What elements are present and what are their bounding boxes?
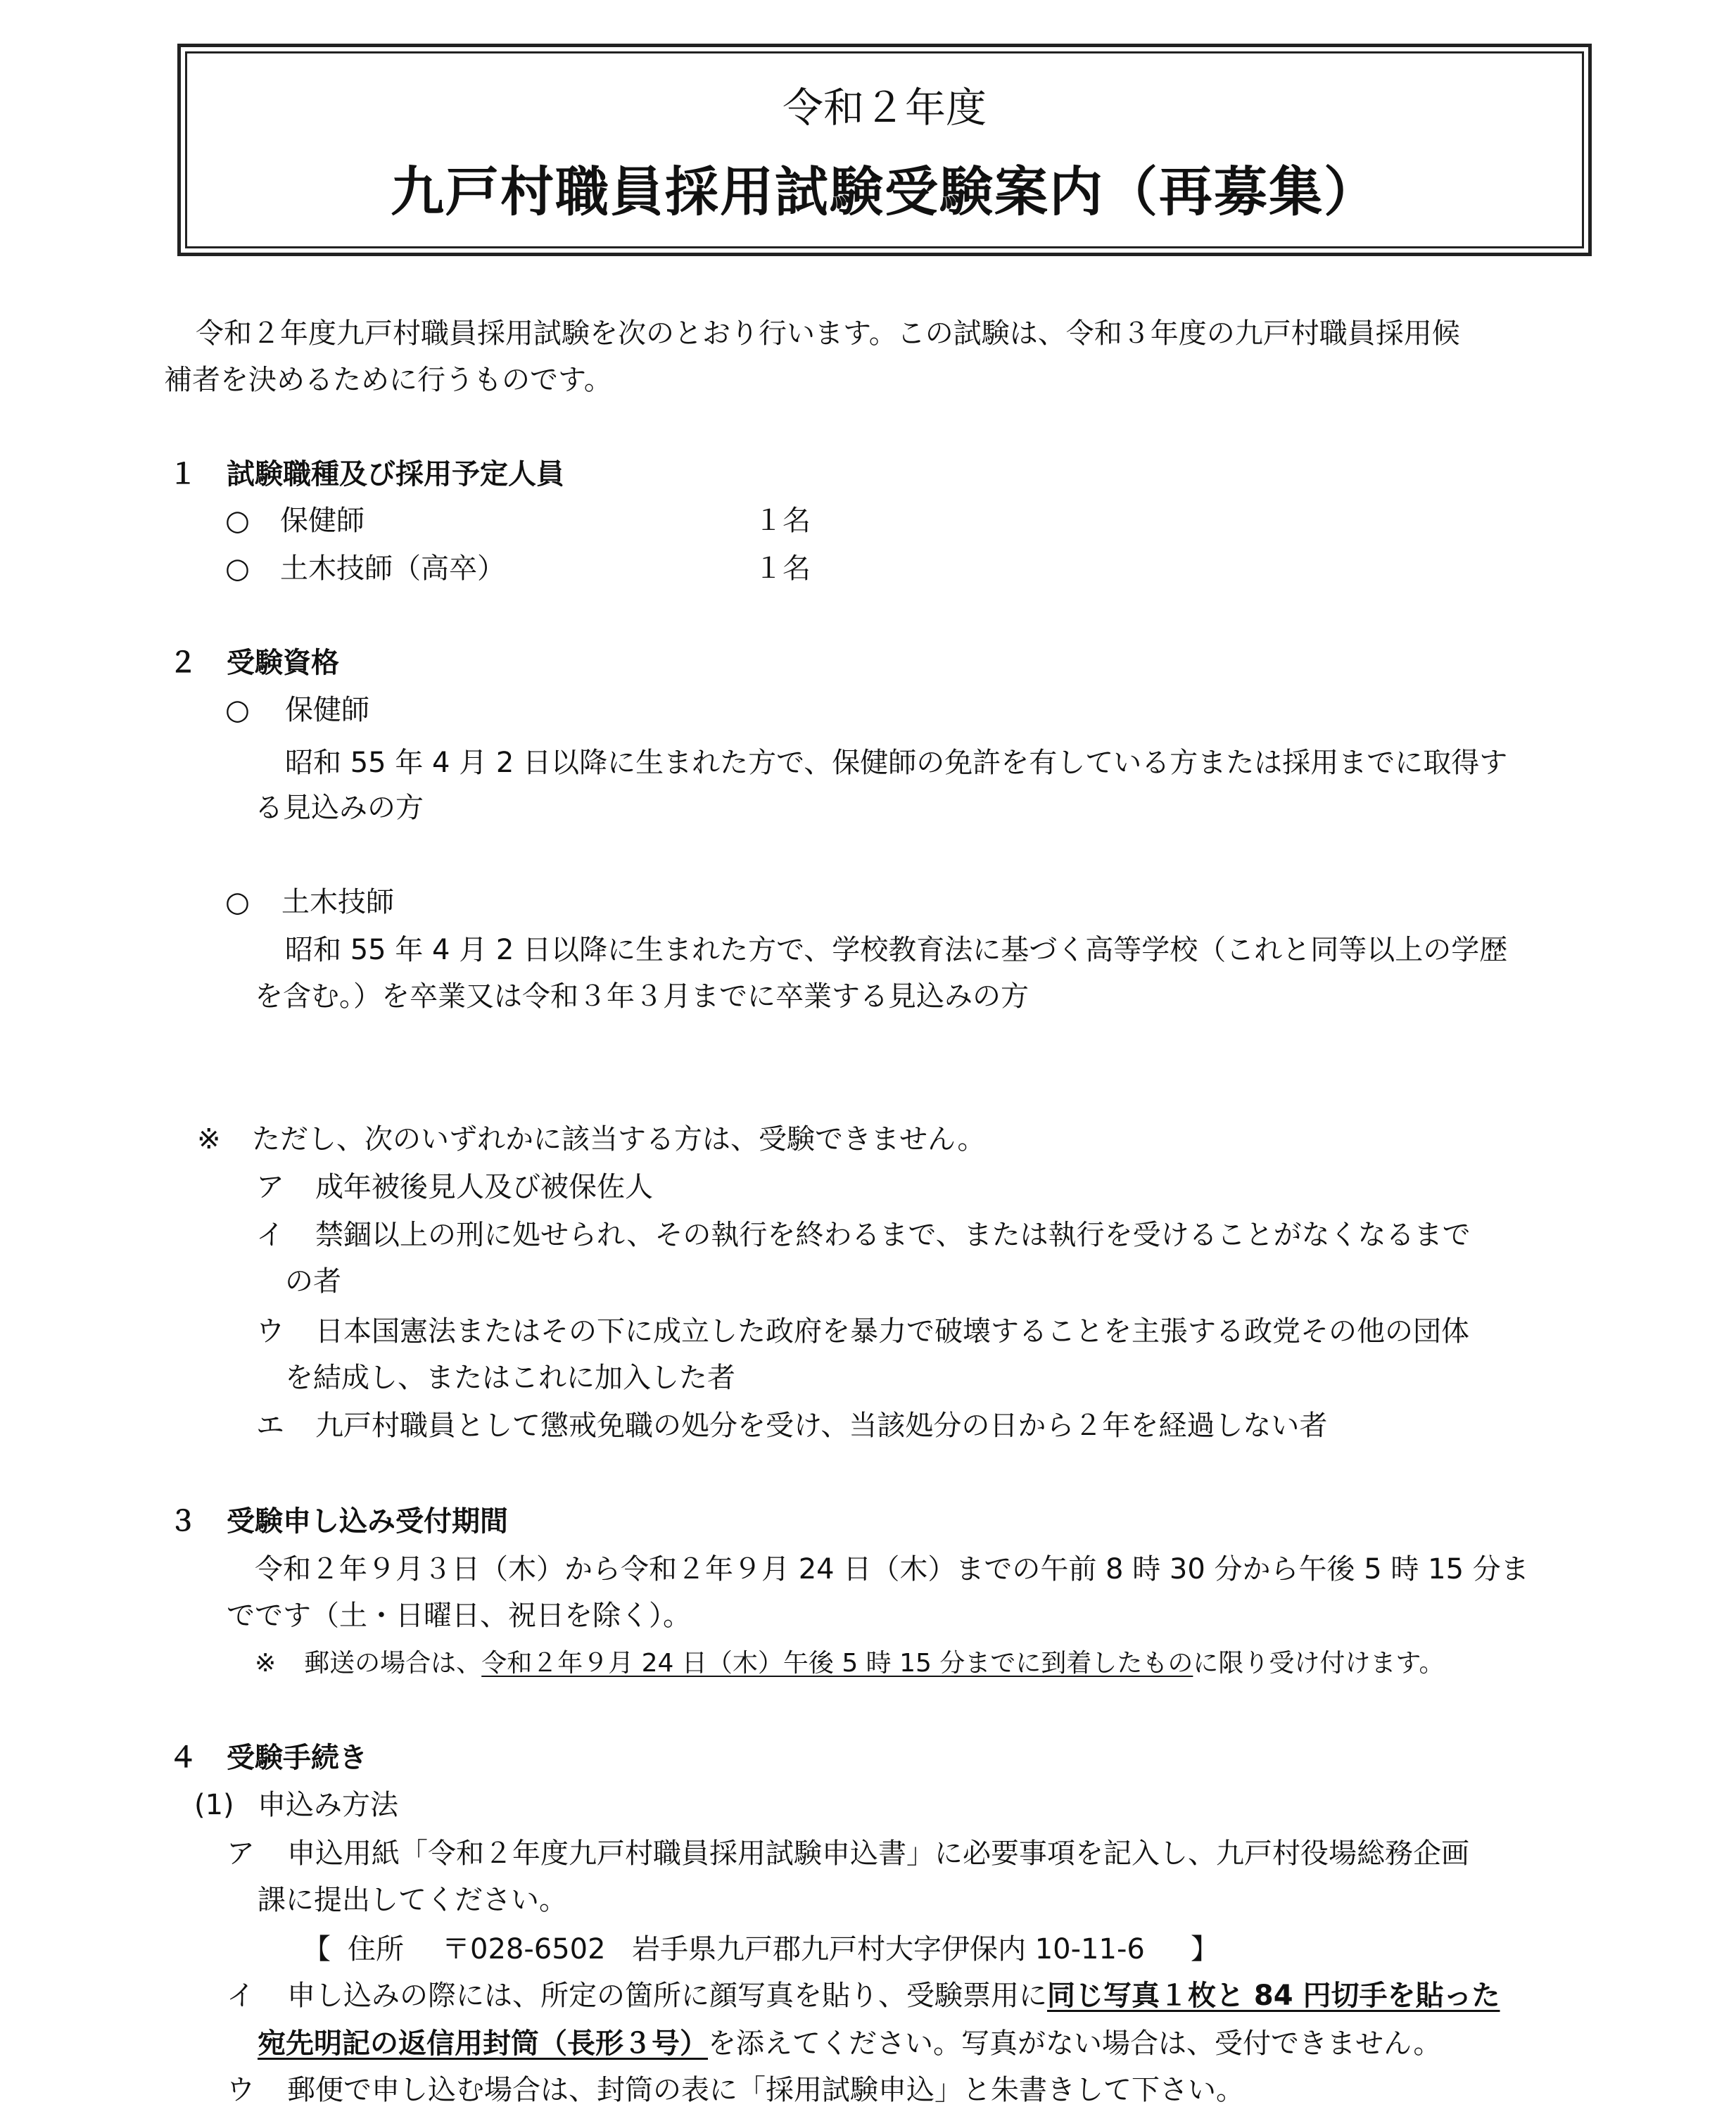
section1-item2-job: 土木技師（高卒） (280, 552, 505, 585)
section3-note-mark: ※ (255, 1649, 277, 1678)
note-text: ただし、次のいずれかに該当する方は、受験できません。 (252, 1123, 986, 1156)
section4-heading: 受験手続き (227, 1742, 367, 1774)
section1-item2-mark: ○ (225, 552, 250, 585)
item-a-line-1: 申込用紙「令和２年度九戸村職員採用試験申込書」に必要事項を記入し、九戸村役場総務企画 (287, 1837, 1469, 1870)
address-label: 住所 (348, 1933, 404, 1966)
address-close: 】 (1191, 1933, 1219, 1966)
hokenshi-label: 保健師 (285, 694, 369, 726)
section4-number: ４ (169, 1742, 197, 1774)
note-item-e-label: エ (256, 1410, 284, 1442)
item-i-line-2 (258, 2027, 1441, 2061)
section1-item1-count: １名 (754, 505, 811, 537)
title-main: 九戸村職員採用試験受験案内（再募集） (391, 160, 1379, 223)
item-u-label: ウ (227, 2074, 255, 2106)
address-text: 岩手県九戸郡九戸村大字伊保内 10-11-6 (632, 1933, 1145, 1966)
section1-item2-count: １名 (754, 552, 811, 585)
item-i-post: を添えてください。写真がない場合は、受付できません。 (708, 2027, 1442, 2060)
title-box-inner (185, 51, 1584, 248)
item-i-pre: 申し込みの際には、所定の箇所に顔写真を貼り、受験票用に (287, 1980, 1047, 2012)
section1-item1-mark: ○ (225, 505, 250, 537)
title-box (177, 44, 1592, 256)
section3-number: ３ (169, 1505, 197, 1538)
note-item-i-label: イ (256, 1219, 284, 1251)
intro-line-2: 補者を決めるために行うものです。 (164, 364, 612, 396)
doboku-mark: ○ (225, 886, 250, 918)
address-postal: 〒028-6502 (442, 1933, 606, 1966)
hokenshi-line-2: る見込みの方 (255, 792, 424, 824)
section1-heading: 試験職種及び採用予定人員 (227, 458, 564, 490)
doboku-label: 土木技師 (281, 886, 394, 918)
section3-note (255, 1647, 1445, 1681)
section2-heading: 受験資格 (227, 647, 339, 679)
note-item-a-line-1: 成年被後見人及び被保佐人 (315, 1171, 653, 1203)
note-item-i-line-2: の者 (285, 1265, 341, 1298)
section3-note-pre: 郵送の場合は、 (304, 1649, 482, 1678)
intro-line-1: 令和２年度九戸村職員採用試験を次のとおり行います。この試験は、令和３年度の九戸村職員採用候 (196, 317, 1460, 350)
section4-sub-number: (1) (194, 1789, 234, 1821)
title-year: 令和２年度 (782, 84, 987, 132)
item-i-label: イ (227, 1980, 255, 2012)
hokenshi-mark: ○ (225, 694, 250, 726)
note-item-u-line-1: 日本国憲法またはその下に成立した政府を暴力で破壊することを主張する政党その他の団体 (315, 1315, 1469, 1348)
item-i-emphasis-2: 宛先明記の返信用封筒（長形３号） (258, 2027, 708, 2060)
note-item-a-label: ア (256, 1171, 284, 1203)
section4-sub-heading: 申込み方法 (258, 1789, 398, 1821)
address-open: 【 (303, 1933, 331, 1966)
item-a-label: ア (227, 1837, 255, 1870)
note-item-u-label: ウ (256, 1315, 284, 1348)
section2-number: ２ (169, 647, 197, 679)
note-item-u-line-2: を結成し、またはこれに加入した者 (285, 1362, 735, 1394)
section3-line-1: 令和２年９月３日（木）から令和２年９月 24 日（木）までの午前 8 時 30 分から午後 5 時 15 分ま (255, 1553, 1529, 1586)
item-i-emphasis-1: 同じ写真１枚と 84 円切手を貼った (1047, 1980, 1500, 2012)
note-item-e-line-1: 九戸村職員として懲戒免職の処分を受け、当該処分の日から２年を経過しない者 (315, 1410, 1328, 1442)
doboku-line-2: を含む。）を卒業又は令和３年３月までに卒業する見込みの方 (255, 980, 1029, 1013)
note-mark: ※ (197, 1123, 221, 1156)
item-a-line-2: 課に提出してください。 (258, 1884, 567, 1916)
section3-line-2: でです（土・日曜日、祝日を除く）。 (227, 1600, 691, 1632)
doboku-line-1: 昭和 55 年 4 月 2 日以降に生まれた方で、学校教育法に基づく高等学校（これと同等以上の学歴 (285, 934, 1508, 966)
item-u-text: 郵便で申し込む場合は、封筒の表に「採用試験申込」と朱書きして下さい。 (287, 2074, 1244, 2106)
section3-heading: 受験申し込み受付期間 (227, 1505, 508, 1538)
section1-number: １ (169, 458, 197, 490)
section3-note-underlined: 令和２年９月 24 日（木）午後 5 時 15 分までに到着したもの (481, 1649, 1193, 1678)
hokenshi-line-1: 昭和 55 年 4 月 2 日以降に生まれた方で、保健師の免許を有している方または採用までに取得す (285, 747, 1508, 779)
section1-item1-job: 保健師 (280, 505, 365, 537)
item-i-line-1 (287, 1979, 1500, 2013)
note-item-i-line-1: 禁錮以上の刑に処せられ、その執行を終わるまで、または執行を受けることがなくなるまで (315, 1219, 1471, 1251)
section3-note-post: に限り受け付けます。 (1193, 1649, 1445, 1678)
